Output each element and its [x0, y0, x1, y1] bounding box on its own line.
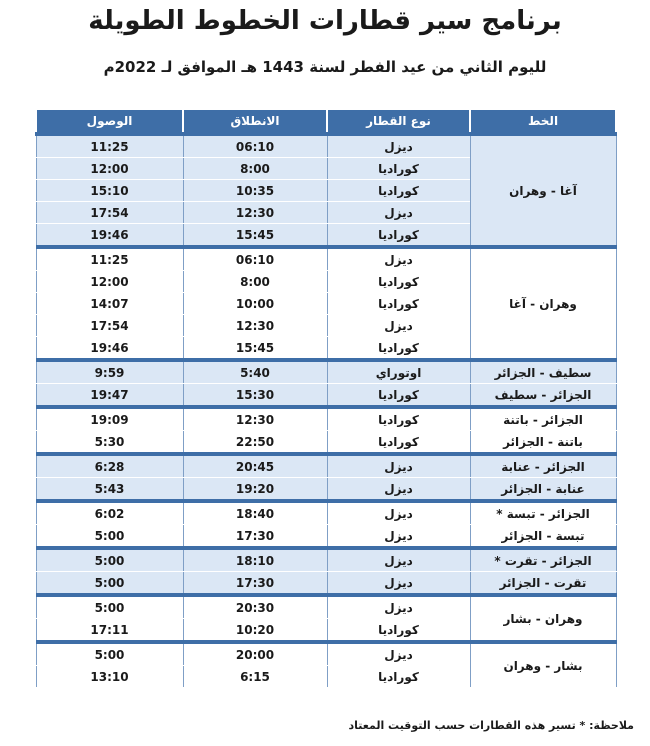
departure-cell: 15:30 [183, 384, 327, 408]
departure-cell: 06:10 [183, 247, 327, 271]
arrival-cell: 5:00 [36, 548, 183, 572]
departure-cell: 06:10 [183, 134, 327, 158]
departure-cell: 10:35 [183, 180, 327, 202]
line-cell: الجزائر - تقرت * [470, 548, 616, 572]
route-group [36, 595, 616, 642]
table-row [36, 548, 616, 572]
arrival-cell: 5:30 [36, 431, 183, 455]
table-row [36, 501, 616, 525]
train-type-cell: كوراديا [327, 619, 470, 643]
header-train-type: نوع القطار [327, 109, 470, 134]
train-type-cell: ديزل [327, 595, 470, 619]
table-row [36, 360, 616, 384]
departure-cell: 19:20 [183, 478, 327, 502]
train-type-cell: كوراديا [327, 180, 470, 202]
table-row [36, 134, 616, 158]
train-type-cell: كوراديا [327, 666, 470, 688]
header-departure: الانطلاق [183, 109, 327, 134]
header-arrival: الوصول [36, 109, 183, 134]
arrival-cell: 19:09 [36, 407, 183, 431]
arrival-cell: 9:59 [36, 360, 183, 384]
line-cell: الجزائر - تبسة * [470, 501, 616, 525]
departure-cell: 6:15 [183, 666, 327, 688]
departure-cell: 8:00 [183, 271, 327, 293]
departure-cell: 17:30 [183, 572, 327, 596]
train-type-cell: ديزل [327, 202, 470, 224]
arrival-cell: 15:10 [36, 180, 183, 202]
departure-cell: 12:30 [183, 202, 327, 224]
table-row [36, 454, 616, 478]
line-cell: تقرت - الجزائر [470, 572, 616, 596]
route-group [36, 247, 616, 360]
train-type-cell: كوراديا [327, 431, 470, 455]
train-type-cell: ديزل [327, 525, 470, 549]
departure-cell: 20:45 [183, 454, 327, 478]
train-type-cell: ديزل [327, 315, 470, 337]
departure-cell: 22:50 [183, 431, 327, 455]
departure-cell: 20:00 [183, 642, 327, 666]
arrival-cell: 19:46 [36, 224, 183, 248]
train-type-cell: ديزل [327, 642, 470, 666]
arrival-cell: 19:47 [36, 384, 183, 408]
route-group [36, 548, 616, 595]
route-group [36, 360, 616, 407]
route-group [36, 454, 616, 501]
arrival-cell: 5:43 [36, 478, 183, 502]
arrival-cell: 13:10 [36, 666, 183, 688]
table-row [36, 384, 616, 408]
page-subtitle: لليوم الثاني من عيد الفطر لسنة 1443 هـ الموافق لـ 2022م [103, 58, 547, 76]
departure-cell: 20:30 [183, 595, 327, 619]
train-type-cell: اوتوراي [327, 360, 470, 384]
train-type-cell: كوراديا [327, 337, 470, 361]
train-type-cell: ديزل [327, 572, 470, 596]
train-type-cell: ديزل [327, 501, 470, 525]
train-type-cell: كوراديا [327, 158, 470, 180]
line-cell: الجزائر - سطيف [470, 384, 616, 408]
arrival-cell: 5:00 [36, 572, 183, 596]
line-cell: عنابة - الجزائر [470, 478, 616, 502]
page-title: برنامج سير قطارات الخطوط الطويلة [88, 6, 562, 36]
departure-cell: 15:45 [183, 224, 327, 248]
train-type-cell: ديزل [327, 247, 470, 271]
table-row [36, 431, 616, 455]
line-cell: سطيف - الجزائر [470, 360, 616, 384]
table-row [36, 525, 616, 549]
line-cell: بشار - وهران [470, 642, 616, 688]
arrival-cell: 11:25 [36, 247, 183, 271]
arrival-cell: 12:00 [36, 158, 183, 180]
train-type-cell: كوراديا [327, 384, 470, 408]
table-row [36, 407, 616, 431]
departure-cell: 12:30 [183, 315, 327, 337]
train-type-cell: ديزل [327, 478, 470, 502]
arrival-cell: 5:00 [36, 642, 183, 666]
route-group [36, 134, 616, 247]
train-type-cell: كوراديا [327, 293, 470, 315]
train-type-cell: ديزل [327, 548, 470, 572]
arrival-cell: 12:00 [36, 271, 183, 293]
departure-cell: 18:40 [183, 501, 327, 525]
header-line: الخط [470, 109, 616, 134]
arrival-cell: 5:00 [36, 595, 183, 619]
departure-cell: 5:40 [183, 360, 327, 384]
line-cell: الجزائر - باتنة [470, 407, 616, 431]
line-cell: وهران - بشار [470, 595, 616, 642]
departure-cell: 17:30 [183, 525, 327, 549]
train-type-cell: كوراديا [327, 407, 470, 431]
footnote: ملاحظة: * تسير هذه القطارات حسب التوقيت المعتاد [348, 719, 634, 732]
departure-cell: 8:00 [183, 158, 327, 180]
table-row [36, 642, 616, 666]
route-group [36, 501, 616, 548]
arrival-cell: 11:25 [36, 134, 183, 158]
departure-cell: 18:10 [183, 548, 327, 572]
line-cell: وهران - آغا [470, 247, 616, 360]
route-group [36, 407, 616, 454]
train-type-cell: ديزل [327, 134, 470, 158]
schedule-table [35, 108, 617, 688]
arrival-cell: 5:00 [36, 525, 183, 549]
arrival-cell: 14:07 [36, 293, 183, 315]
line-cell: الجزائر - عنابة [470, 454, 616, 478]
departure-cell: 12:30 [183, 407, 327, 431]
train-type-cell: ديزل [327, 454, 470, 478]
arrival-cell: 17:11 [36, 619, 183, 643]
departure-cell: 10:20 [183, 619, 327, 643]
arrival-cell: 6:02 [36, 501, 183, 525]
arrival-cell: 17:54 [36, 202, 183, 224]
table-row [36, 595, 616, 619]
table-row [36, 247, 616, 271]
table-row [36, 572, 616, 596]
arrival-cell: 6:28 [36, 454, 183, 478]
table-header-row [36, 109, 616, 134]
line-cell: آغا - وهران [470, 134, 616, 247]
line-cell: تبسة - الجزائر [470, 525, 616, 549]
table-row [36, 478, 616, 502]
departure-cell: 10:00 [183, 293, 327, 315]
arrival-cell: 17:54 [36, 315, 183, 337]
train-type-cell: كوراديا [327, 224, 470, 248]
line-cell: باتنة - الجزائر [470, 431, 616, 455]
route-group [36, 642, 616, 688]
train-type-cell: كوراديا [327, 271, 470, 293]
arrival-cell: 19:46 [36, 337, 183, 361]
departure-cell: 15:45 [183, 337, 327, 361]
